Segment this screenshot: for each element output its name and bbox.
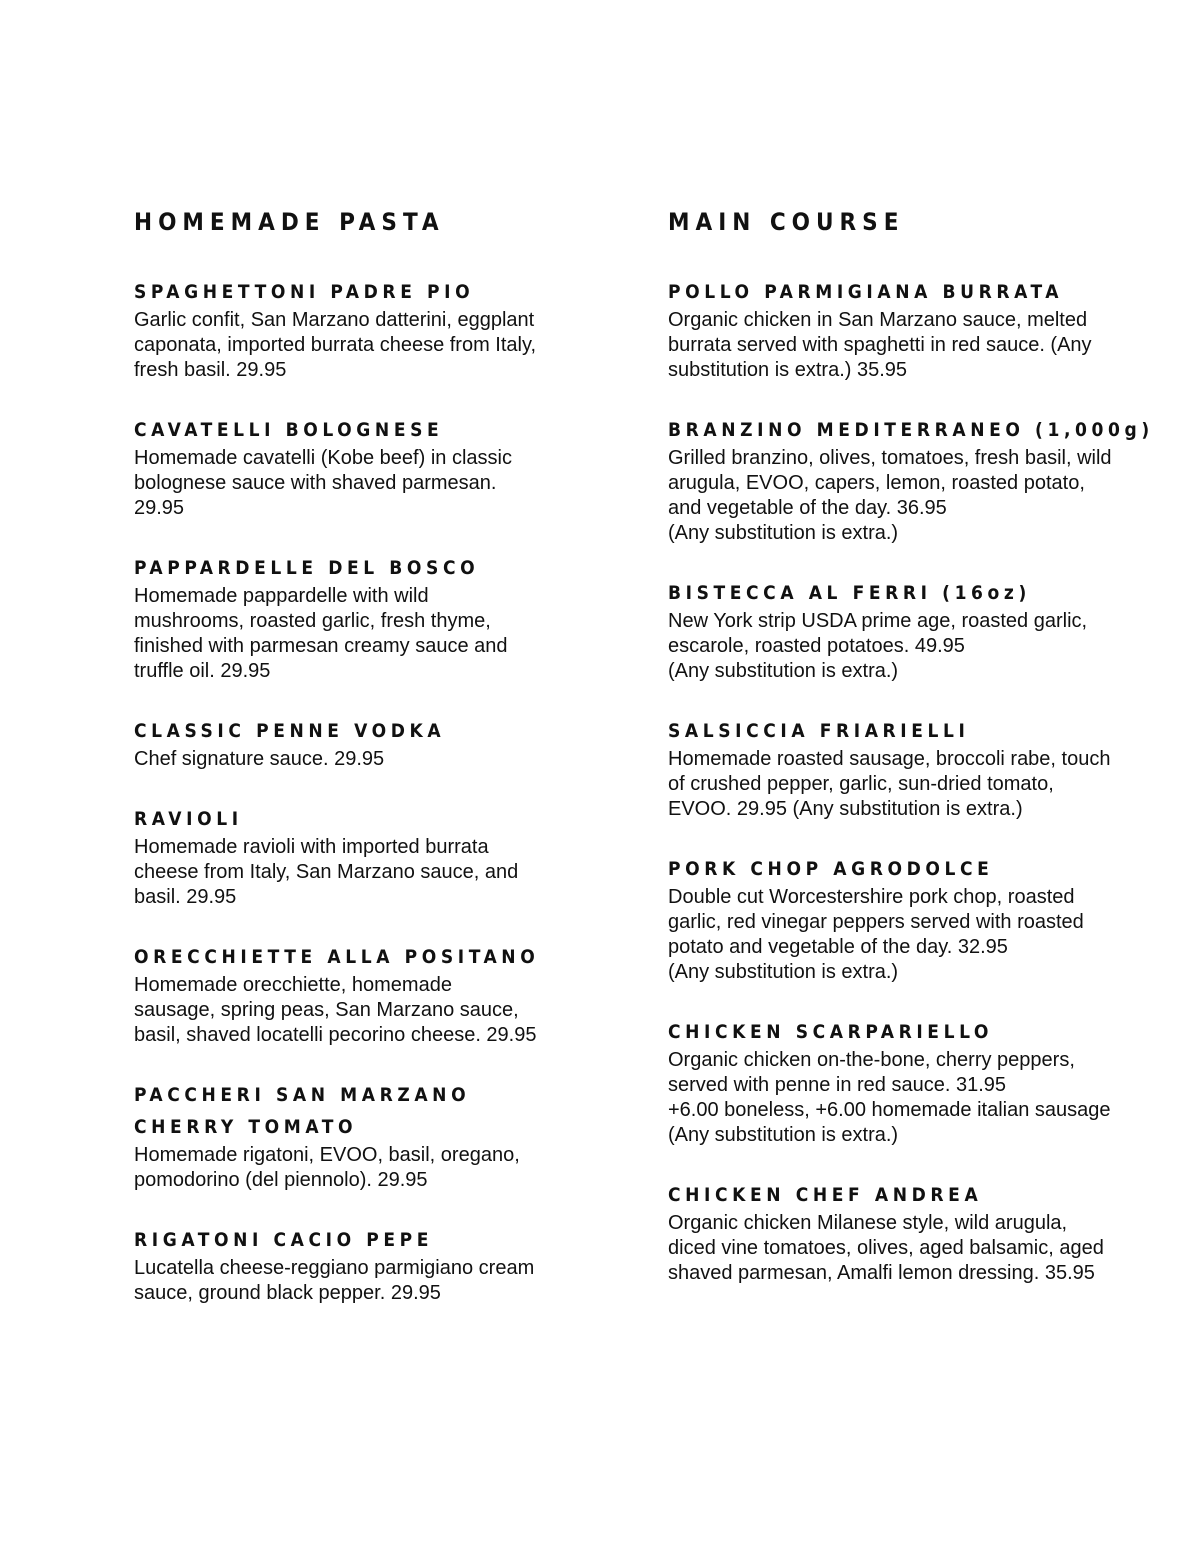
menu-item-description: Homemade cavatelli (Kobe beef) in classic bolognese sauce with shaved parmesan. 29.95 [134, 447, 512, 519]
menu-item-name: SALSICCIA FRIARIELLI [668, 720, 970, 742]
menu-item-name: BISTECCA AL FERRI (16oz) [668, 582, 1031, 604]
menu-item-description: Grilled branzino, olives, tomatoes, fresh basil, wild arugula, EVOO, capers, lemon, roasted potato, and vegetable of the day. 36.95 (Any substitution is extra.) [668, 447, 1112, 544]
menu-item [668, 853, 1168, 985]
pasta-section-title: HOMEMADE PASTA [134, 208, 445, 236]
menu-item-description: Organic chicken Milanese style, wild arugula, diced vine tomatoes, olives, aged balsamic, aged shaved parmesan, Amalfi lemon dressing. 35.95 [668, 1212, 1104, 1284]
menu-item-name: CHICKEN CHEF ANDREA [668, 1184, 983, 1206]
menu-item [134, 803, 594, 910]
menu-item [134, 715, 594, 772]
main-course-column [668, 204, 1168, 1317]
menu-item-description: Organic chicken in San Marzano sauce, melted burrata served with spaghetti in red sauce. (Any substitution is extra.) 35.95 [668, 309, 1092, 381]
menu-item-name: PORK CHOP AGRODOLCE [668, 858, 994, 880]
menu-item-name: SPAGHETTONI PADRE PIO [134, 281, 475, 303]
menu-item-name: BRANZINO MEDITERRANEO (1,000g) [668, 419, 1154, 441]
main-course-section-title: MAIN COURSE [668, 208, 905, 236]
menu-item-description: New York strip USDA prime age, roasted garlic, escarole, roasted potatoes. 49.95 (Any substitution is extra.) [668, 610, 1088, 682]
menu-item-description: Lucatella cheese-reggiano parmigiano cream sauce, ground black pepper. 29.95 [134, 1257, 535, 1304]
menu-item-name: POLLO PARMIGIANA BURRATA [668, 281, 1064, 303]
menu-item-name: RAVIOLI [134, 808, 243, 830]
menu-item-name: CAVATELLI BOLOGNESE [134, 419, 444, 441]
menu-item [134, 414, 594, 521]
menu-item-name: ORECCHIETTE ALLA POSITANO [134, 946, 540, 968]
pasta-column [134, 204, 594, 1337]
menu-item [134, 941, 594, 1048]
menu-item [668, 1016, 1168, 1148]
menu-item-name: PACCHERI SAN MARZANO [134, 1084, 471, 1106]
menu-item [668, 276, 1168, 383]
menu-item-name: PAPPARDELLE DEL BOSCO [134, 557, 480, 579]
menu-item [668, 715, 1168, 822]
menu-item-description: Homemade ravioli with imported burrata cheese from Italy, San Marzano sauce, and basil. 29.95 [134, 836, 519, 908]
menu-item-description: Homemade rigatoni, EVOO, basil, oregano, pomodorino (del piennolo). 29.95 [134, 1144, 520, 1191]
menu-item [668, 414, 1168, 546]
menu-item-description: Garlic confit, San Marzano datterini, eggplant caponata, imported burrata cheese from Italy, fresh basil. 29.95 [134, 309, 537, 381]
menu-item-description: Double cut Worcestershire pork chop, roasted garlic, red vinegar peppers served with roasted potato and vegetable of the day. 32.95 (Any substitution is extra.) [668, 886, 1084, 983]
menu-item-description: Homemade roasted sausage, broccoli rabe, touch of crushed pepper, garlic, sun-dried tomato, EVOO. 29.95 (Any substitution is extra.) [668, 748, 1111, 820]
menu-item [668, 577, 1168, 684]
menu-item [134, 1079, 594, 1193]
menu-item-name: CHICKEN SCARPARIELLO [668, 1021, 994, 1043]
menu-item [668, 1179, 1168, 1286]
menu-item-description: Homemade orecchiette, homemade sausage, spring peas, San Marzano sauce, basil, shaved locatelli pecorino cheese. 29.95 [134, 974, 537, 1046]
menu-item [134, 552, 594, 684]
menu-item-name: RIGATONI CACIO PEPE [134, 1229, 434, 1251]
menu-item-description: Organic chicken on-the-bone, cherry peppers, served with penne in red sauce. 31.95 +6.00 boneless, +6.00 homemade italian sausage (Any substitution is extra.) [668, 1049, 1111, 1146]
menu-item [134, 1224, 594, 1306]
menu-item-name-line-2: CHERRY TOMATO [134, 1116, 358, 1138]
menu-item [134, 276, 594, 383]
menu-item-name: CLASSIC PENNE VODKA [134, 720, 446, 742]
menu-item-description: Homemade pappardelle with wild mushrooms, roasted garlic, fresh thyme, finished with parmesan creamy sauce and truffle oil. 29.95 [134, 585, 508, 682]
menu-item-description: Chef signature sauce. 29.95 [134, 748, 385, 770]
